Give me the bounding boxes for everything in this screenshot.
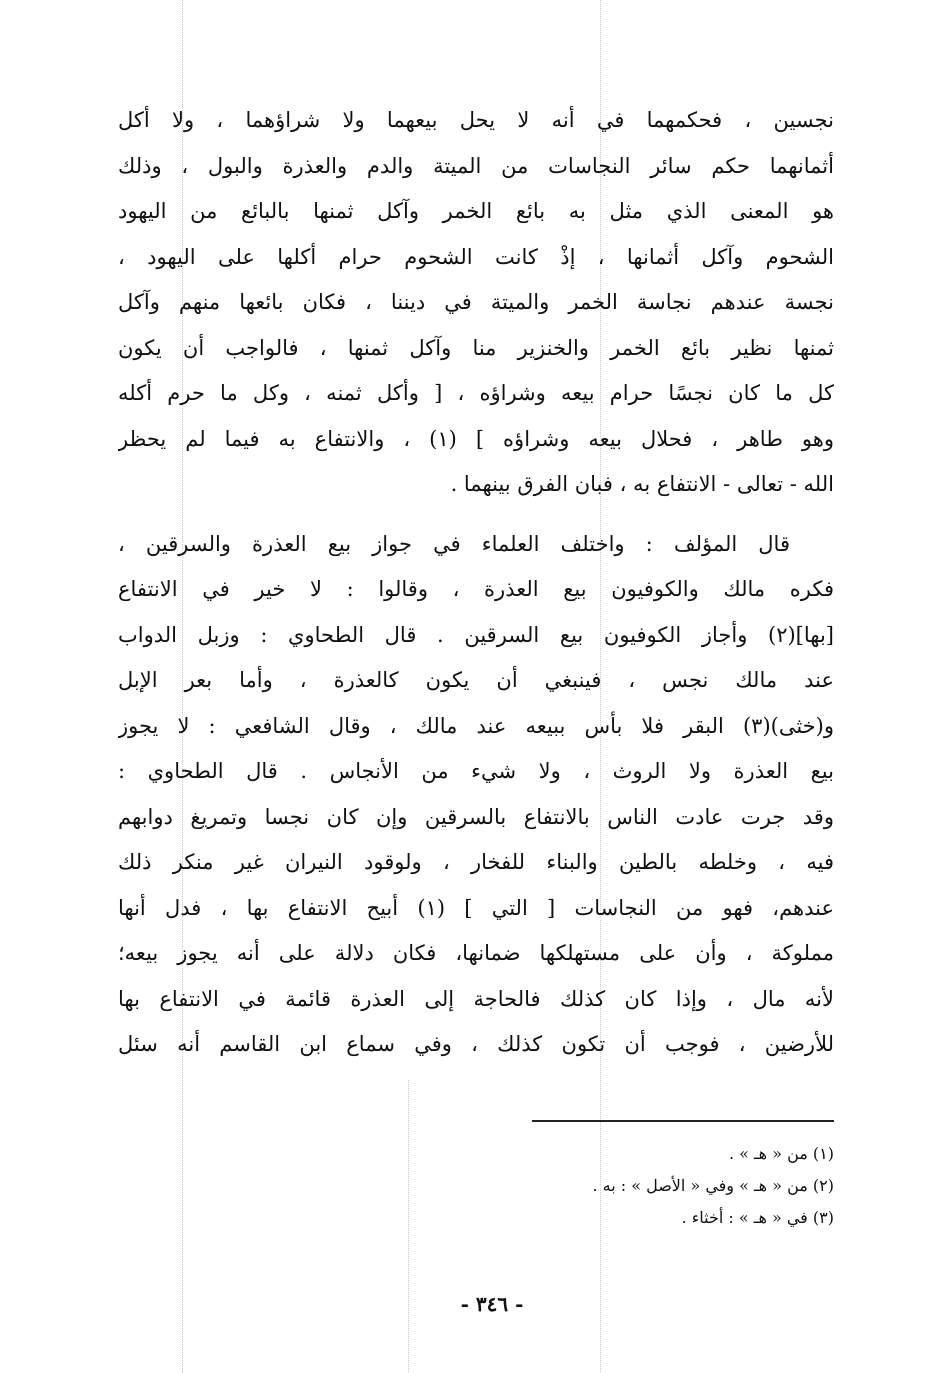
paragraph-2	[118, 522, 834, 1068]
footnotes	[300, 1138, 834, 1234]
page-number: - ٣٤٦ -	[460, 1292, 524, 1316]
text-line: بيع العذرة ولا الروث ، ولا شيء من الأنجاس . قال الطحاوي :	[118, 759, 834, 783]
text-line: للأرضين ، فوجب أن تكون كذلك ، وفي سماع ابن القاسم أنه سئل	[118, 1032, 834, 1056]
text-line: مملوكة ، وأن على مستهلكها ضمانها، فكان دلالة على أنه يجوز بيعه؛	[118, 941, 834, 965]
text-line: عند مالك نجس ، فينبغي أن يكون كالعذرة ، وأما بعر الإبل	[118, 668, 834, 692]
text-line: فكره مالك والكوفيون بيع العذرة ، وقالوا : لا خير في الانتفاع	[118, 577, 834, 601]
text-line: لأنه مال ، وإذا كان كذلك فالحاجة إلى العذرة قائمة في الانتفاع بها	[118, 986, 834, 1011]
text-line: وقد جرت عادت الناس بالانتفاع بالسرقين وإن كان نجسا وتمريغ دوابهم	[118, 804, 834, 829]
text-line: فيه ، وخلطه بالطين والبناء للفخار ، ولوقود النيران غير منكر ذلك	[118, 850, 834, 874]
text-line: الله - تعالى - الانتفاع به ، فبان الفرق بينهما .	[450, 472, 834, 496]
text-line: نجسة عندهم نجاسة الخمر والميتة في ديننا ، فكان بائعها منهم وآكل	[118, 290, 834, 314]
text-line: [بها](٢) وأجاز الكوفيون بيع السرقين . قال الطحاوي : وزبل الدواب	[118, 622, 834, 647]
text-line: كل ما كان نجسًا حرام بيعه وشراؤه ، [ وأكل ثمنه ، وكل ما حرم أكله	[118, 381, 834, 405]
text-line: هو المعنى الذي مثل به بائع الخمر وآكل ثمنها بالبائع من اليهود	[118, 199, 834, 223]
main-text	[118, 98, 834, 1068]
text-line: أثمانهما حكم سائر النجاسات من الميتة والدم والعذرة والبول ، وذلك	[118, 153, 834, 178]
text-line: ثمنها نظير بائع الخمر والخنزير منا وآكل ثمنها ، فالواجب أن يكون	[118, 335, 834, 360]
text-line: الشحوم وآكل أثمانها ، إذْ كانت الشحوم حرام أكلها على اليهود ،	[118, 244, 834, 269]
text-line: وهو طاهر ، فحلال بيعه وشراؤه ] (١) ، والانتفاع به فيما لم يحظر	[118, 426, 834, 451]
footnote-1: (١) من « هـ » .	[728, 1144, 834, 1163]
text-line: عندهم، فهو من النجاسات [ التي ] (١) أبيح الانتفاع بها ، فدل أنها	[118, 895, 834, 920]
text-line: قال المؤلف : واختلف العلماء في جواز بيع العذرة والسرقين ،	[118, 531, 790, 556]
footnote-separator	[532, 1120, 834, 1122]
paragraph-1	[118, 98, 834, 508]
paragraph-spacer	[118, 508, 834, 522]
text-line: و(خثى)(٣) البقر فلا بأس ببيعه عند مالك ، وقال الشافعي : لا يجوز	[118, 713, 834, 738]
footnote-3: (٣) في « هـ » : أخثاء .	[681, 1208, 834, 1227]
text-line: نجسين ، فحكمهما في أنه لا يحل بيعهما ولا شراؤهما ، ولا أكل	[118, 108, 834, 132]
footnote-2: (٢) من « هـ » وفي « الأصل » : به .	[592, 1176, 834, 1195]
